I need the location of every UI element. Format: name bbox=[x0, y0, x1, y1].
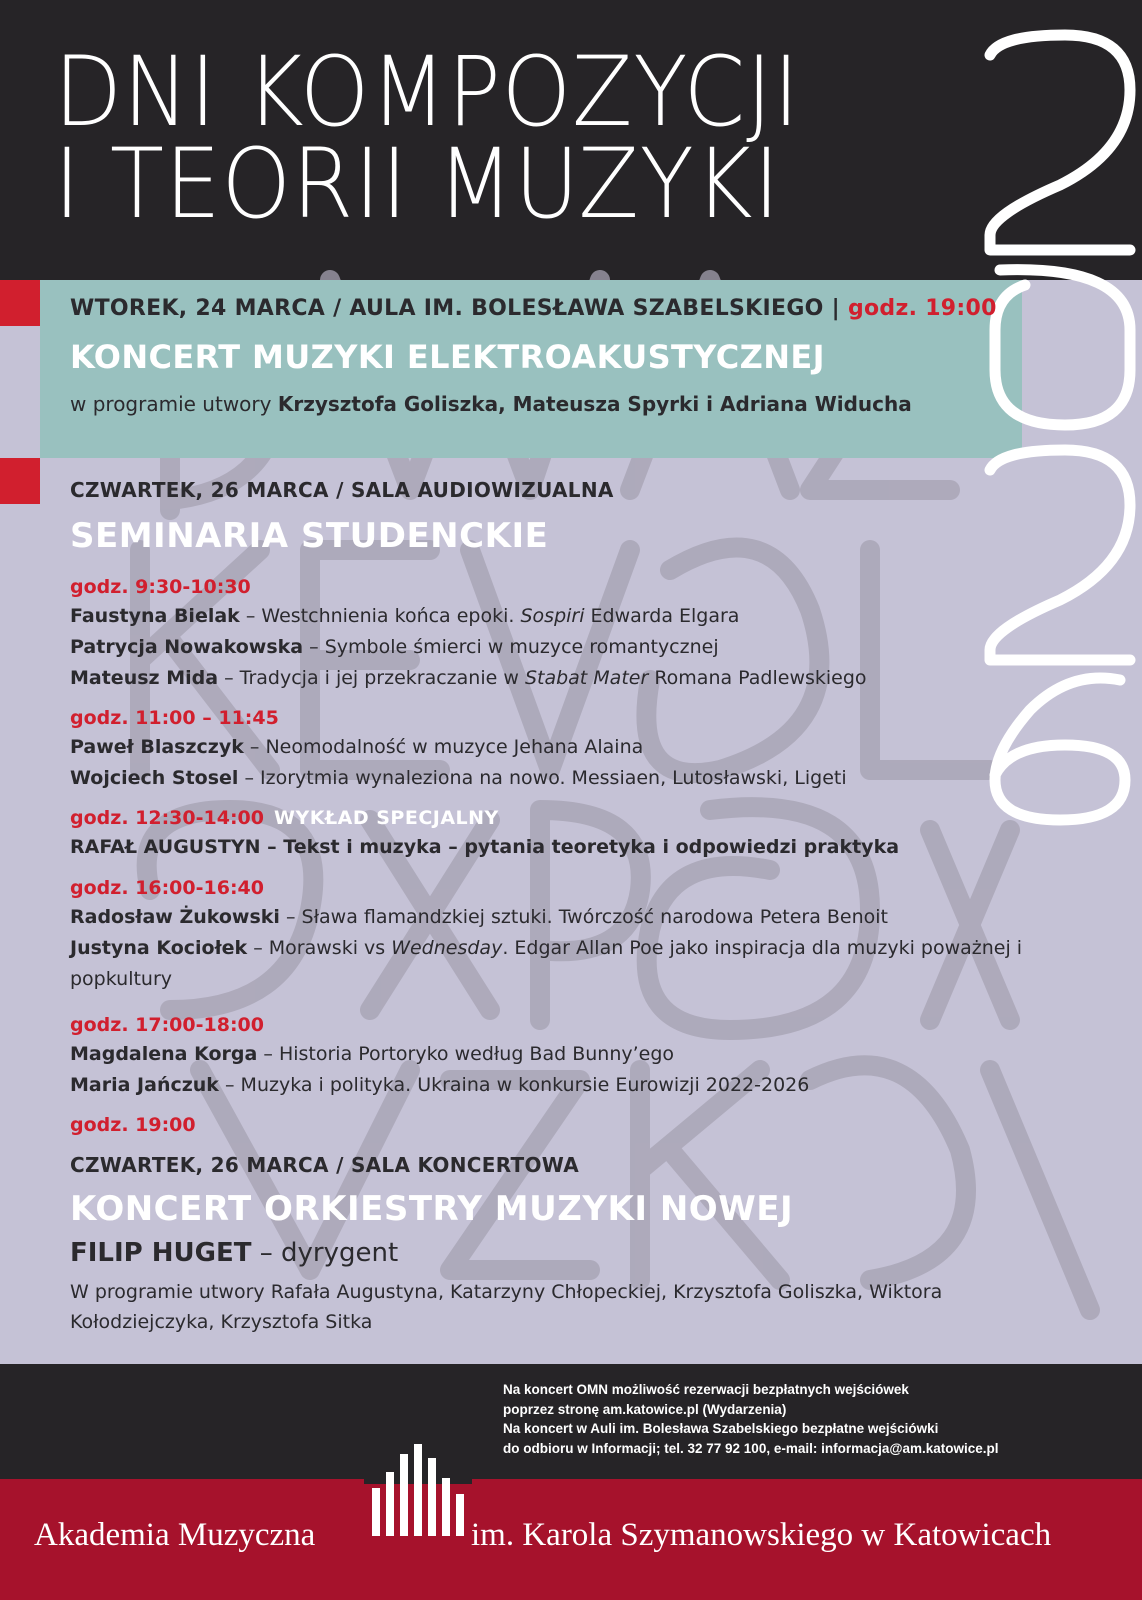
slot-time: godz. 16:00-16:40 bbox=[70, 877, 264, 899]
info-line: poprzez stronę am.katowice.pl (Wydarzenia) bbox=[503, 1401, 787, 1417]
year-text: 2026 bbox=[970, 10, 973, 11]
talk-item bbox=[70, 663, 867, 694]
talk-item bbox=[70, 632, 719, 663]
talk-dash: – bbox=[218, 1074, 241, 1096]
talk-item bbox=[70, 1039, 674, 1070]
talk-title-end: Edwarda Elgara bbox=[584, 605, 740, 627]
talk-author: Radosław Żukowski bbox=[70, 906, 280, 928]
event2-marker bbox=[0, 458, 40, 504]
talk-item bbox=[70, 732, 643, 763]
event1-marker bbox=[0, 280, 40, 326]
talk-author: Mateusz Mida bbox=[70, 667, 219, 689]
event1-time: godz. 19:00 bbox=[847, 296, 997, 321]
special-lecture bbox=[70, 832, 899, 863]
talk-author: Paweł Blaszczyk bbox=[70, 736, 244, 758]
talk-item bbox=[70, 601, 739, 632]
lecture-title: Tekst i muzyka – pytania teoretyka i odpowiedzi praktyka bbox=[283, 836, 900, 858]
conductor-role: – dyrygent bbox=[251, 1238, 399, 1268]
ticket-info bbox=[503, 1380, 999, 1458]
talk-dash: – bbox=[260, 836, 284, 858]
event3-program: W programie utwory Rafała Augustyna, Katarzyny Chłopeckiej, Krzysztofa Goliszka, Wiktora Kołodziejczyka, Krzysztofa Sitka bbox=[70, 1281, 943, 1333]
year-2026 bbox=[970, 10, 1140, 840]
talk-dash: – bbox=[303, 636, 325, 658]
event1-separator: | bbox=[831, 296, 840, 321]
talk-author: Magdalena Korga bbox=[70, 1043, 258, 1065]
talk-item bbox=[70, 902, 888, 933]
talk-italic: Sospiri bbox=[520, 605, 585, 627]
talk-title: Muzyka i polityka. Ukraina w konkursie Eurowizji 2022-2026 bbox=[240, 1074, 810, 1096]
title-line-1: DNI KOMPOZYCJI bbox=[54, 36, 801, 148]
talk-title: Neomodalność w muzyce Jehana Alaina bbox=[265, 736, 644, 758]
talk-title: Historia Portoryko według Bad Bunny’ego bbox=[278, 1043, 675, 1065]
talk-author: Wojciech Stosel bbox=[70, 767, 239, 789]
title-line-2: I TEORII MUZYKI bbox=[54, 128, 781, 240]
talk-author: Justyna Kociołek bbox=[70, 937, 248, 959]
info-line: do odbioru w Informacji; tel. 32 77 92 100, e-mail: informacja@am.katowice.pl bbox=[503, 1440, 999, 1456]
talk-title: Symbole śmierci w muzyce romantycznej bbox=[324, 636, 719, 658]
talk-item bbox=[70, 763, 847, 794]
event1-program-prefix: w programie utwory bbox=[70, 392, 272, 416]
talk-item bbox=[70, 1070, 809, 1101]
slot-time: godz. 17:00-18:00 bbox=[70, 1014, 264, 1036]
event2-date-place: CZWARTEK, 26 MARCA / SALA AUDIOWIZUALNA bbox=[70, 478, 614, 502]
event1-date: WTOREK, 24 MARCA / AULA IM. BOLESŁAWA SZABELSKIEGO bbox=[70, 296, 824, 321]
talk-title: Westchnienia końca epoki. bbox=[261, 605, 521, 627]
talk-title: Morawski vs bbox=[268, 937, 392, 959]
event1-program bbox=[70, 392, 912, 416]
talk-dash: – bbox=[247, 937, 269, 959]
slot-time: godz. 12:30-14:00 bbox=[70, 807, 264, 829]
talk-dash: – bbox=[239, 605, 262, 627]
talk-title-end: Romana Padlewskiego bbox=[648, 667, 867, 689]
footer-patron: im. Karola Szymanowskiego w Katowicach bbox=[471, 1517, 1052, 1553]
talk-italic: Wednesday bbox=[391, 937, 503, 959]
talk-title: Izorytmia wynaleziona na nowo. Messiaen, Lutosławski, Ligeti bbox=[260, 767, 847, 789]
info-line: Na koncert w Auli im. Bolesława Szabelskiego bezpłatne wejściówki bbox=[503, 1421, 939, 1436]
talk-author: Faustyna Bielak bbox=[70, 605, 240, 627]
talk-dash: – bbox=[257, 1043, 279, 1065]
talk-title: Sława flamandzkiej sztuki. Twórczość narodowa Petera Benoit bbox=[301, 906, 889, 928]
info-line: Na koncert OMN możliwość rezerwacji bezpłatnych wejściówek bbox=[503, 1382, 909, 1397]
festival-title bbox=[54, 36, 801, 240]
conductor-name: FILIP HUGET bbox=[70, 1238, 252, 1268]
talk-title-end: . Edgar Allan Poe jako inspiracja dla muzyki poważnej i popkultury bbox=[70, 937, 1023, 990]
talk-author: Maria Jańczuk bbox=[70, 1074, 219, 1096]
talk-italic: Stabat Mater bbox=[524, 667, 649, 689]
slot-time: godz. 11:00 – 11:45 bbox=[70, 707, 279, 729]
talk-dash: – bbox=[243, 736, 266, 758]
event1-title: KONCERT MUZYKI ELEKTROAKUSTYCZNEJ bbox=[70, 338, 825, 376]
slot-time: godz. 9:30-10:30 bbox=[70, 576, 251, 598]
special-lecture-label: WYKŁAD SPECJALNY bbox=[274, 807, 499, 829]
talk-author: Patrycja Nowakowska bbox=[70, 636, 304, 658]
event2-title: SEMINARIA STUDENCKIE bbox=[70, 516, 549, 556]
event1-program-names: Krzysztofa Goliszka, Mateusza Spyrki i Adriana Widucha bbox=[277, 392, 912, 416]
talk-dash: – bbox=[238, 767, 261, 789]
talk-dash: – bbox=[218, 667, 240, 689]
event3-time: godz. 19:00 bbox=[70, 1114, 196, 1136]
event3-date-place: CZWARTEK, 26 MARCA / SALA KONCERTOWA bbox=[70, 1153, 579, 1177]
talk-title: Tradycja i jej przekraczanie w bbox=[239, 667, 525, 689]
event3-conductor bbox=[70, 1238, 398, 1268]
talk-item bbox=[70, 933, 1050, 995]
event3-title: KONCERT ORKIESTRY MUZYKI NOWEJ bbox=[70, 1189, 794, 1229]
event1-date-place bbox=[70, 296, 997, 321]
lecture-author: RAFAŁ AUGUSTYN bbox=[70, 836, 261, 858]
slot-time-special bbox=[70, 807, 499, 829]
footer-academy: Akademia Muzyczna bbox=[34, 1517, 316, 1553]
organ-pipes-logo bbox=[372, 1444, 464, 1536]
talk-dash: – bbox=[279, 906, 302, 928]
